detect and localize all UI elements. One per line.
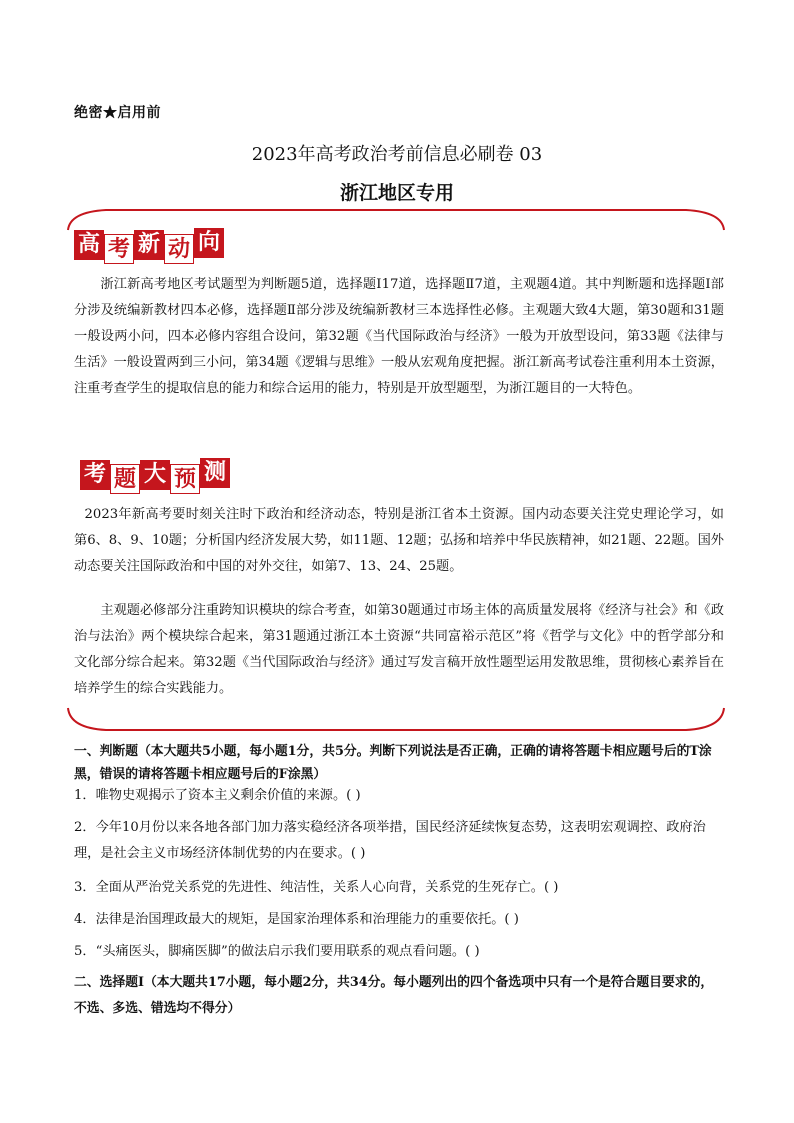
banner-char: 动 (164, 234, 194, 264)
banner-char: 测 (200, 458, 230, 488)
banner-char: 题 (110, 464, 140, 494)
question-5: 5．“头痛医头，脚痛医脚”的做法启示我们要用联系的观点看问题。( ) (74, 944, 480, 959)
banner-char: 高 (74, 230, 104, 260)
section-2-heading: 二、选择题Ⅰ（本大题共17小题，每小题2分，共34分。每小题列出的四个备选项中只有一个是符合题目要求的，不选、多选、错选均不得分） (74, 975, 714, 1016)
banner-char: 向 (194, 228, 224, 258)
section-1-heading: 一、判断题（本大题共5小题，每小题1分，共5分。判断下列说法是否正确，正确的请将答题卡相应题号后的T涂黑，错误的请将答题卡相应题号后的F涂黑） (74, 744, 712, 782)
banner-forecast (80, 460, 230, 494)
bottom-frame-arc (66, 706, 726, 736)
banner-char: 大 (140, 460, 170, 490)
intro-paragraph: 浙江新高考地区考试题型为判断题5道，选择题Ⅰ17道，选择题Ⅱ7道，主观题4道。其中判断题和选择题Ⅰ部分涉及统编新教材四本必修，选择题Ⅱ部分涉及统编新教材三本选择性必修。主观题大致4大题，第30题和31题一般设两小问，四本必修内容组合设问，第32题《当代国际政治与经济》一般为开放型设问，第33题《法律与生活》一般设置两到三小问，第34题《逻辑与思维》一般从宏观角度把握。浙江新高考试卷注重利用本土资源，注重考查学生的提取信息的能力和综合运用的能力，特别是开放型题型，为浙江题目的一大特色。 (74, 277, 724, 396)
banner-exam-trends (74, 230, 224, 264)
forecast-paragraph-2: 主观题必修部分注重跨知识模块的综合考查，如第30题通过市场主体的高质量发展将《经济与社会》和《政治与法治》两个模块综合起来，第31题通过浙江本土资源“共同富裕示范区”将《哲学与文化》中的哲学部分和文化部分综合起来。第32题《当代国际政治与经济》通过写发言稿开放性题型运用发散思维，贯彻核心素养旨在培养学生的综合实践能力。 (74, 603, 724, 696)
question-1: 1．唯物史观揭示了资本主义剩余价值的来源。( ) (74, 788, 361, 803)
exam-subtitle: 浙江地区专用 (339, 182, 454, 204)
question-3: 3．全面从严治党关系党的先进性、纯洁性，关系人心向背，关系党的生死存亡。( ) (74, 880, 559, 895)
exam-title: 2023年高考政治考前信息必刷卷 03 (251, 144, 543, 165)
banner-char: 考 (80, 460, 110, 490)
banner-char: 预 (170, 464, 200, 494)
forecast-paragraph-1: 2023年新高考要时刻关注时下政治和经济动态，特别是浙江省本土资源。国内动态要关注党史理论学习，如第6、8、9、10题；分析国内经济发展大势，如11题、12题；弘扬和培养中华民族精神，如21题、22题。国外动态要关注国际政治和中国的对外交往，如第7、13、24、25题。 (74, 507, 724, 574)
banner-char: 考 (104, 234, 134, 264)
banner-char: 新 (134, 230, 164, 260)
confidential-mark: 绝密★启用前 (74, 105, 161, 121)
question-4: 4．法律是治国理政最大的规矩，是国家治理体系和治理能力的重要依托。( ) (74, 912, 519, 927)
question-2: 2．今年10月份以来各地各部门加力落实稳经济各项举措，国民经济延续恢复态势，这表明宏观调控、政府治理，是社会主义市场经济体制优势的内在要求。( ) (74, 820, 706, 861)
